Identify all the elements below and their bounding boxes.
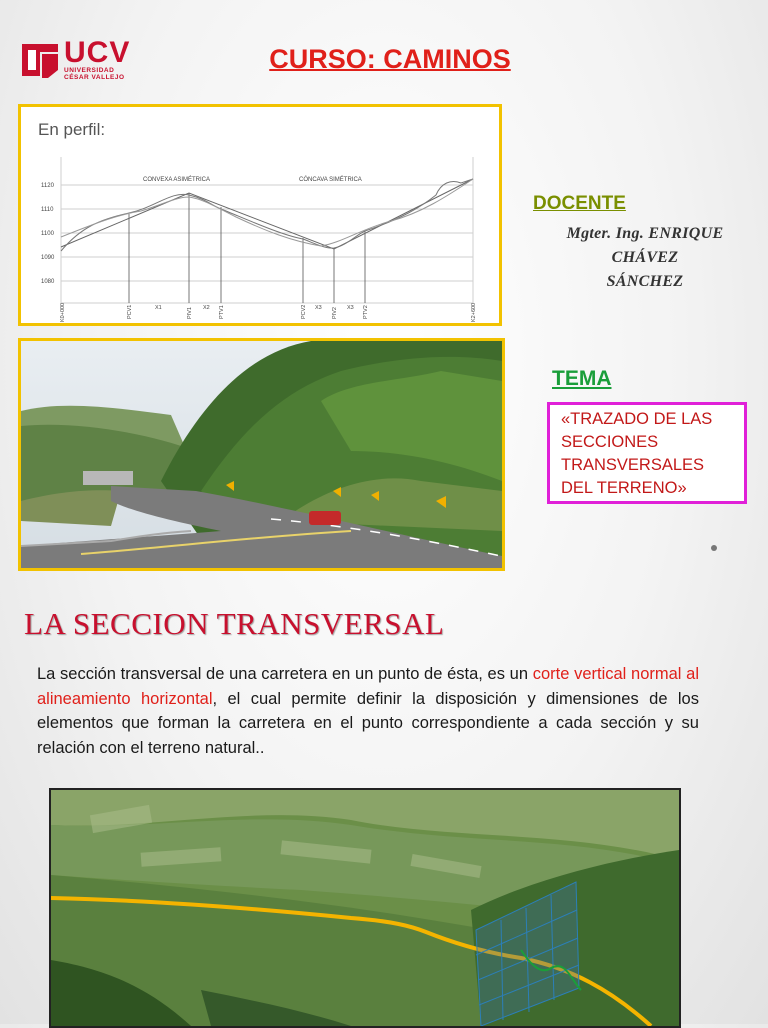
docente-line-3: SÁNCHEZ bbox=[606, 273, 684, 290]
y-tick: 1080 bbox=[41, 279, 55, 285]
ucv-logo bbox=[20, 36, 158, 84]
x-label: PTV1 bbox=[219, 305, 225, 319]
tema-line-1: «TRAZADO DE LAS bbox=[561, 410, 713, 428]
x-label: PCV1 bbox=[127, 304, 133, 319]
bullet-dot bbox=[711, 545, 717, 551]
course-title: CURSO: CAMINOS bbox=[269, 44, 511, 74]
x-label: PTV2 bbox=[363, 305, 369, 319]
tema-heading: TEMA bbox=[552, 367, 612, 390]
ucv-shield-icon bbox=[20, 40, 60, 80]
logo-wordmark: UCV bbox=[64, 36, 131, 69]
x-label: K0+000 bbox=[60, 302, 66, 322]
x-label: X3 bbox=[315, 305, 322, 311]
y-tick: 1100 bbox=[41, 231, 54, 237]
mountain-road-image bbox=[21, 341, 502, 568]
x-label: X1 bbox=[155, 305, 162, 311]
x-label: X3 bbox=[347, 305, 354, 311]
terrain-section-image bbox=[51, 790, 679, 1026]
tema-line-4: DEL TERRENO» bbox=[561, 479, 687, 497]
docente-line-2: CHÁVEZ bbox=[611, 249, 679, 266]
curve-label-concave: CÓNCAVA SIMÉTRICA bbox=[299, 177, 362, 183]
docente-name bbox=[532, 222, 758, 294]
y-tick: 1110 bbox=[41, 207, 54, 213]
section-title: LA SECCION TRANSVERSAL bbox=[24, 606, 445, 641]
body-text-a: La sección transversal de una carretera en un punto de ésta, es un bbox=[37, 665, 533, 683]
logo-sub-1: UNIVERSIDAD bbox=[64, 67, 115, 74]
x-label: PIV2 bbox=[332, 307, 338, 319]
body-highlight: corte vertical normal al alineamiento horizontal bbox=[37, 665, 699, 708]
body-paragraph bbox=[37, 662, 699, 760]
body-text-b: , el cual permite definir la disposición y dimensiones de los elementos que forman la carretera en el punto correspondiente a cada sección y su relación con el terreno natural.. bbox=[37, 689, 699, 757]
x-label: PCV2 bbox=[301, 304, 307, 319]
curve-label-convex: CONVEXA ASIMÉTRICA bbox=[143, 177, 211, 183]
profile-figure bbox=[18, 104, 502, 326]
x-label: PIV1 bbox=[187, 307, 193, 319]
docente-heading: DOCENTE bbox=[533, 193, 626, 214]
profile-diagram bbox=[21, 107, 499, 323]
road-photo bbox=[18, 338, 505, 571]
x-label: X2 bbox=[203, 305, 210, 311]
x-label: K2+600 bbox=[471, 302, 477, 322]
tema-box bbox=[547, 402, 747, 504]
docente-line-1: Mgter. Ing. ENRIQUE bbox=[566, 225, 724, 242]
logo-sub-2: CÉSAR VALLEJO bbox=[64, 74, 125, 81]
y-tick: 1120 bbox=[41, 183, 54, 189]
profile-title: En perfil: bbox=[38, 120, 106, 139]
y-tick: 1090 bbox=[41, 255, 55, 261]
terrain-photo bbox=[49, 788, 681, 1028]
tema-line-2: SECCIONES bbox=[561, 433, 659, 451]
tema-line-3: TRANSVERSALES bbox=[561, 456, 705, 474]
